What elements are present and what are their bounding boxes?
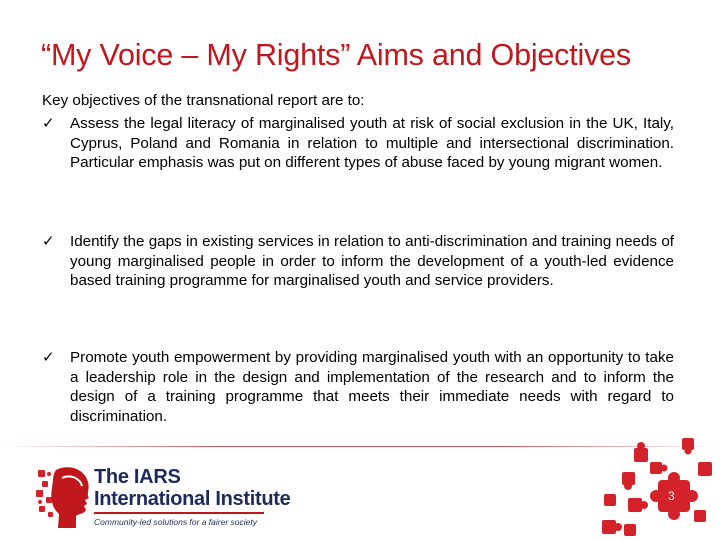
intro-text: Key objectives of the transnational report are to:	[42, 92, 365, 109]
objective-text: Promote youth empowerment by providing marginalised youth with an opportunity to take a leadership role in the design and implementation of the research and to inform the design of a training programme that meets their immediate needs with regard to discrimination.	[70, 349, 674, 425]
check-icon: ✓	[42, 115, 55, 132]
check-icon: ✓	[42, 349, 55, 366]
logo-tagline: Community-led solutions for a fairer society	[94, 517, 257, 527]
logo-title-line1: The IARS	[94, 466, 181, 488]
head-silhouette-icon	[34, 462, 92, 532]
page-number: 3	[668, 489, 675, 503]
slide-title: “My Voice – My Rights” Aims and Objectives	[41, 38, 631, 72]
objective-text: Assess the legal literacy of marginalised youth at risk of social exclusion in the UK, Italy, Cyprus, Poland and Romania in relation to multiple and intersectional discrimination. Particular emphasis was put on different types of abuse faced by young migrant women.	[70, 115, 674, 172]
logo-rule	[94, 512, 264, 514]
logo-title-line2: International Institute	[94, 488, 291, 510]
check-icon: ✓	[42, 233, 55, 250]
puzzle-pieces-decoration	[594, 432, 720, 540]
objective-text: Identify the gaps in existing services in relation to anti-discrimination and training needs of young marginalised people in order to inform the development of a youth-led evidence based training programme for marginalised youth and service providers.	[70, 233, 674, 290]
iars-logo	[34, 462, 334, 532]
